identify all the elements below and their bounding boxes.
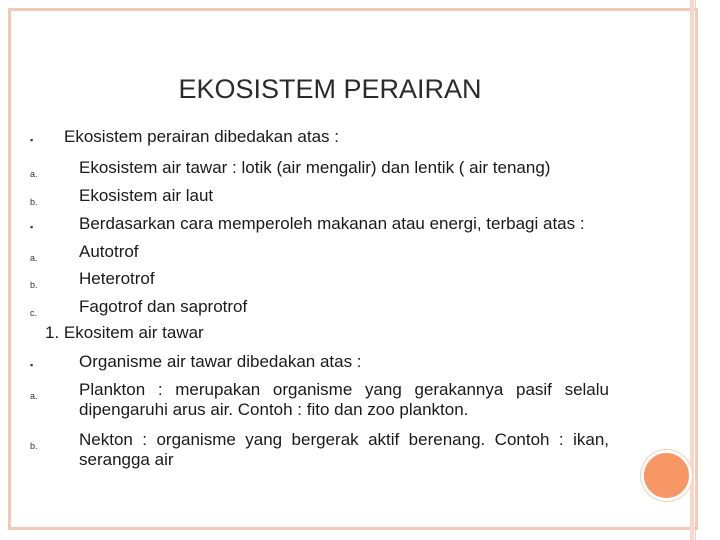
slide-side-strip xyxy=(690,0,694,540)
list-marker: a. xyxy=(30,169,38,179)
bullet-marker: ▪ xyxy=(30,135,34,145)
section-heading-text: 1. Ekositem air tawar xyxy=(45,323,204,342)
list-marker: c. xyxy=(30,308,38,318)
list-item-text: Ekosistem air tawar : lotik (air mengalir) dan lentik ( air tenang) xyxy=(79,158,551,177)
list-marker: b. xyxy=(30,441,38,451)
slide-title: EKOSISTEM PERAIRAN xyxy=(178,74,482,104)
accent-circle xyxy=(641,450,692,501)
list-marker: b. xyxy=(30,197,38,207)
list-item-text: Autotrof xyxy=(79,242,139,261)
list-item-text: Organisme air tawar dibedakan atas : xyxy=(79,352,362,371)
list-marker: a. xyxy=(30,391,38,401)
list-item-text: Ekosistem air laut xyxy=(79,186,214,205)
list-item-text: Berdasarkan cara memperoleh makanan atau energi, terbagi atas : xyxy=(79,214,585,233)
list-marker: b. xyxy=(30,280,38,290)
list-item-text: Nekton : organisme yang bergerak aktif berenang. Contoh : ikan, serangga air xyxy=(79,430,609,469)
bullet-marker: ▪ xyxy=(30,360,34,370)
list-item-text: Plankton : merupakan organisme yang gerakannya pasif selalu dipengaruhi arus air. Contoh : fito dan zoo plankton. xyxy=(79,380,609,419)
slide-side-line xyxy=(695,0,696,540)
list-item-text: Heterotrof xyxy=(79,269,155,288)
list-marker: a. xyxy=(30,253,38,263)
list-item-text: Ekosistem perairan dibedakan atas : xyxy=(64,127,339,146)
list-item-text: Fagotrof dan saprotrof xyxy=(79,297,248,316)
bullet-marker: ▪ xyxy=(30,222,34,232)
